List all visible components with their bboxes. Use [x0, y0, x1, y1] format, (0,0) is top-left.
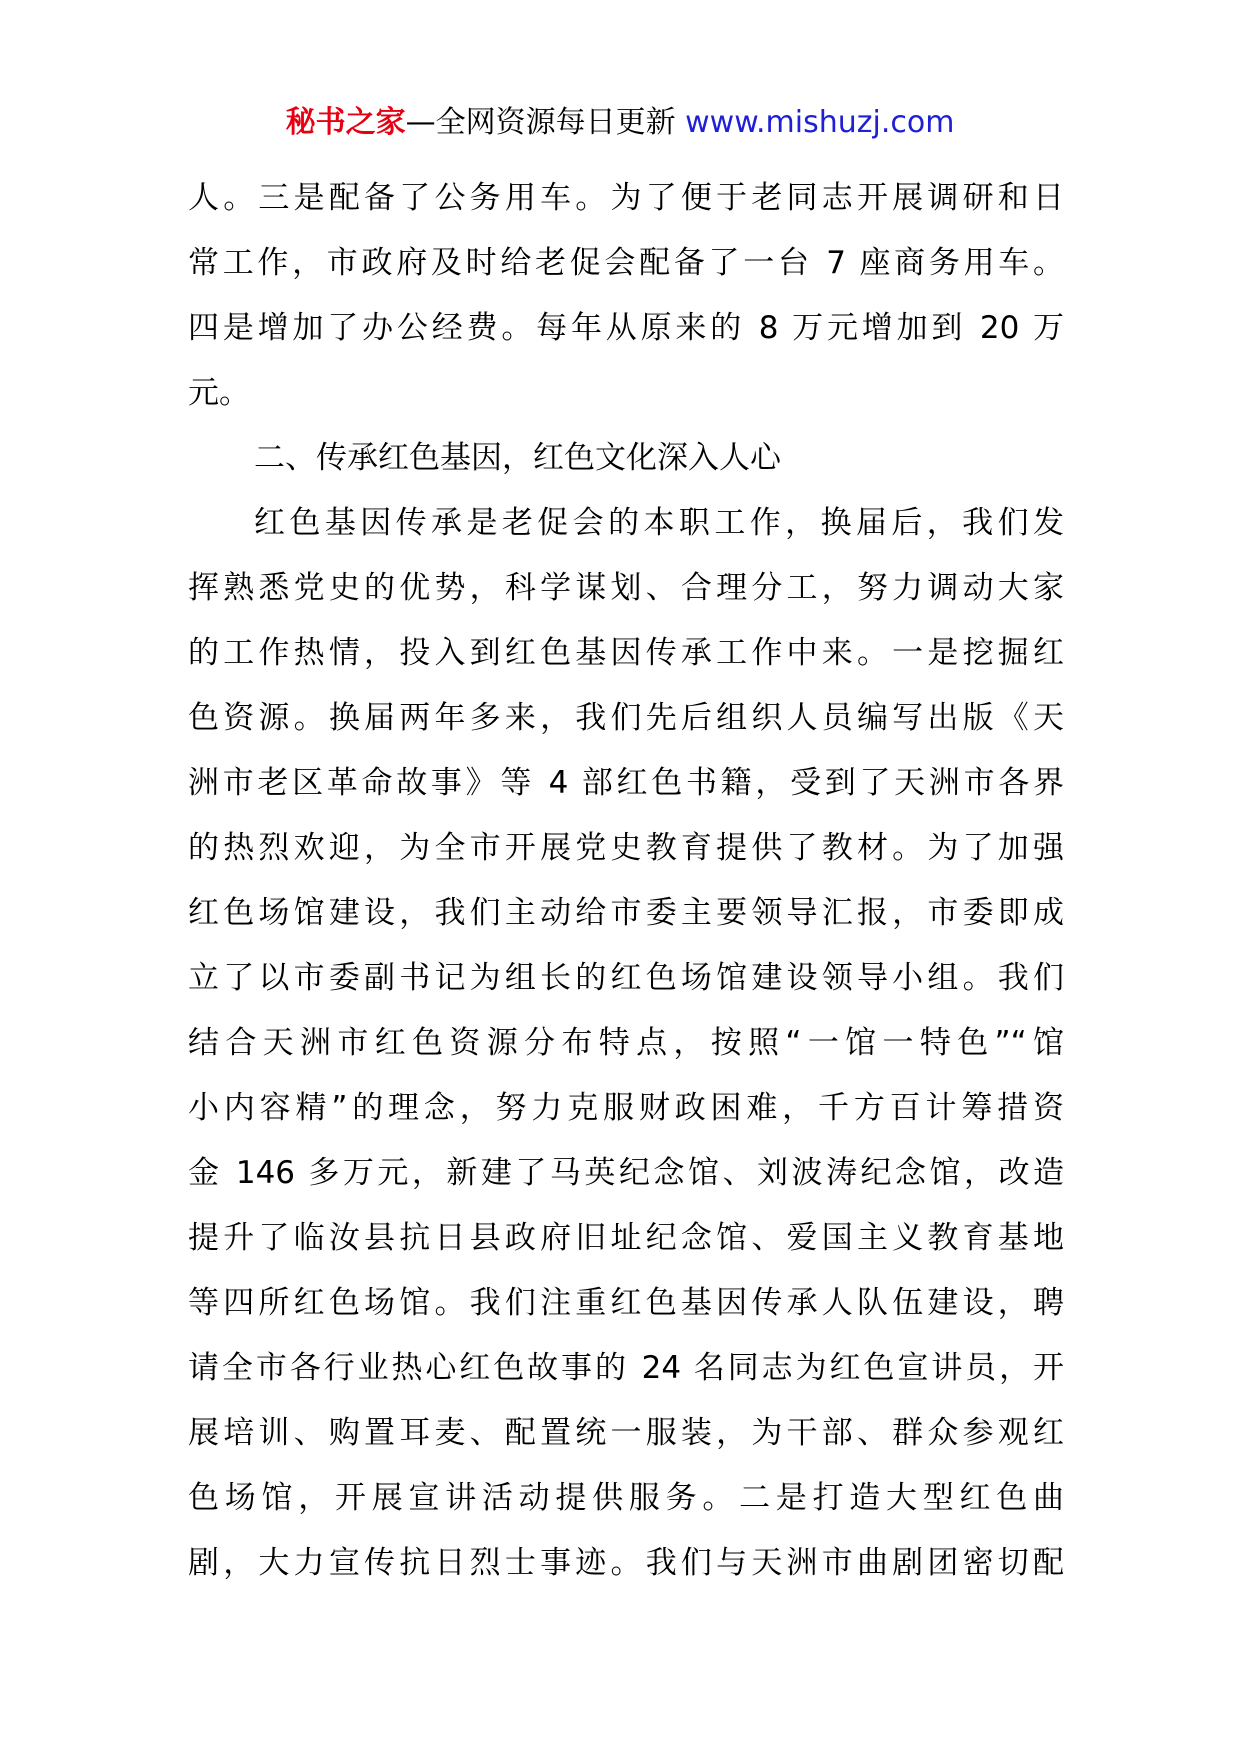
text-line: 的工作热情，投入到红色基因传承工作中来。一是挖掘红: [188, 635, 1064, 671]
text-line: 红色场馆建设，我们主动给市委主要领导汇报，市委即成: [188, 895, 1064, 931]
text-line: 等四所红色场馆。我们注重红色基因传承人队伍建设，聘: [188, 1285, 1064, 1321]
text-line: 常工作，市政府及时给老促会配备了一台 7 座商务用车。: [188, 245, 1064, 281]
text-line: 金 146 多万元，新建了马英纪念馆、刘波涛纪念馆，改造: [188, 1155, 1064, 1191]
text-line: 色资源。换届两年多来，我们先后组织人员编写出版《天: [188, 700, 1064, 736]
text-line: 剧，大力宣传抗日烈士事迹。我们与天洲市曲剧团密切配: [188, 1545, 1064, 1581]
text-line: 小内容精”的理念，努力克服财政困难，千方百计筹措资: [188, 1090, 1064, 1126]
site-url-link[interactable]: www.mishuzj.com: [685, 105, 955, 140]
text-line: 的热烈欢迎，为全市开展党史教育提供了教材。为了加强: [188, 830, 1064, 866]
site-header: [0, 100, 1240, 146]
text-line: 人。三是配备了公务用车。为了便于老同志开展调研和日: [188, 180, 1064, 216]
text-line: 四是增加了办公经费。每年从原来的 8 万元增加到 20 万: [188, 310, 1064, 346]
section-heading: 二、传承红色基因，红色文化深入人心: [254, 440, 781, 476]
text-line: 立了以市委副书记为组长的红色场馆建设领导小组。我们: [188, 960, 1064, 996]
text-line: 提升了临汝县抗日县政府旧址纪念馆、爱国主义教育基地: [188, 1220, 1064, 1256]
text-line: 展培训、购置耳麦、配置统一服装，为干部、群众参观红: [188, 1415, 1064, 1451]
text-line: 红色基因传承是老促会的本职工作，换届后，我们发: [254, 505, 1064, 541]
text-line: 色场馆，开展宣讲活动提供服务。二是打造大型红色曲: [188, 1480, 1064, 1516]
header-tagline: —全网资源每日更新: [405, 105, 676, 140]
text-line: 洲市老区革命故事》等 4 部红色书籍，受到了天洲市各界: [188, 765, 1064, 801]
text-line: 挥熟悉党史的优势，科学谋划、合理分工，努力调动大家: [188, 570, 1064, 606]
text-line: 请全市各行业热心红色故事的 24 名同志为红色宣讲员，开: [188, 1350, 1064, 1386]
text-line: 结合天洲市红色资源分布特点，按照“一馆一特色”“馆: [188, 1025, 1064, 1061]
document-body: [188, 166, 1064, 1596]
brand-name: 秘书之家: [285, 105, 406, 140]
text-line: 元。: [188, 375, 250, 411]
